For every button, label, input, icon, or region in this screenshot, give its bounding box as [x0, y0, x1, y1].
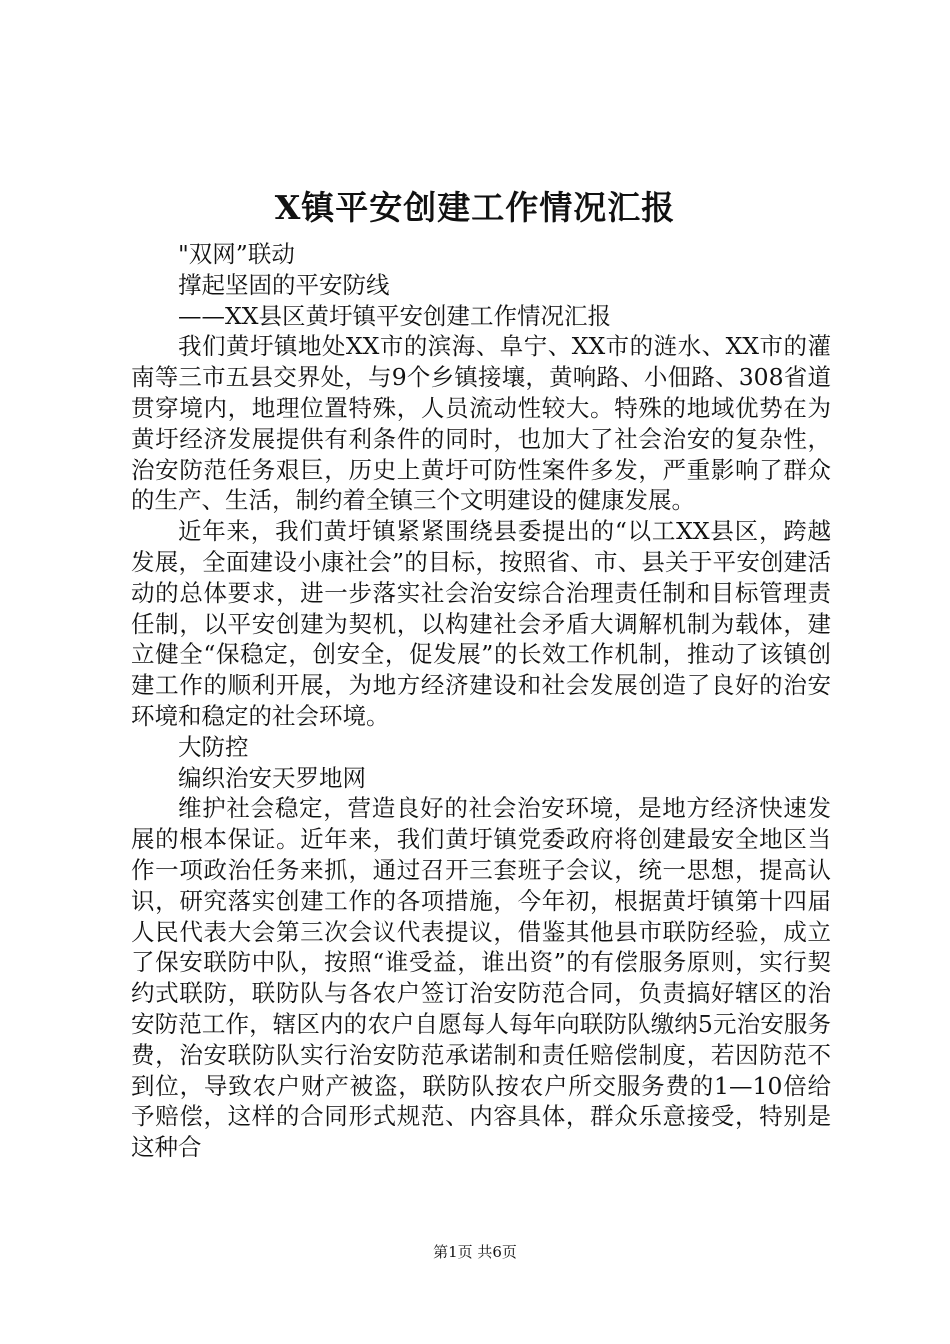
subheading-line: 撑起坚固的平安防线 — [178, 270, 390, 299]
body-paragraph: 近年来，我们黄圩镇紧紧围绕县委提出的“以工XX县区，跨越发展，全面建设小康社会”的目标，按照省、市、县关于平安创建活动的总体要求，进一步落实社会治安综合治理责任制和目标管理责任制，以平安创建为契机，以构建社会矛盾大调解机制为载体，建立健全“保稳定，创安全，促发展”的长效工作机制，推动了该镇创建工作的顺利开展，为地方经济建设和社会发展创造了良好的治安环境和稳定的社会环境。 — [131, 517, 831, 730]
page-number-footer: 第1页 共6页 — [433, 1243, 517, 1261]
subheading-line: ——XX县区黄圩镇平安创建工作情况汇报 — [178, 301, 611, 330]
document-body — [131, 239, 831, 1163]
subheading-line: 大防控 — [178, 732, 249, 761]
subheading-line: "双网”联动 — [178, 240, 295, 268]
body-paragraph: 维护社会稳定，营造良好的社会治安环境，是地方经济快速发展的根本保证。近年来，我们黄圩镇党委政府将创建最安全地区当作一项政治任务来抓，通过召开三套班子会议，统一思想，提高认识，研究落实创建工作的各项措施，今年初，根据黄圩镇第十四届人民代表大会第三次会议代表提议，借鉴其他县市联防经验，成立了保安联防中队，按照“谁受益，谁出资”的有偿服务原则，实行契约式联防，联防队与各农户签订治安防范合同，负责搞好辖区的治安防范工作，辖区内的农户自愿每人每年向联防队缴纳5元治安服务费，治安联防队实行治安防范承诺制和责任赔偿制度，若因防范不到位，导致农户财产被盗，联防队按农户所交服务费的1—10倍给予赔偿，这样的合同形式规范、内容具体，群众乐意接受，特别是这种合 — [131, 794, 831, 1162]
body-paragraph: 我们黄圩镇地处XX市的滨海、阜宁、XX市的涟水、XX市的灌南等三市五县交界处，与9个乡镇接壤，黄响路、小佃路、308省道贯穿境内，地理位置特殊，人员流动性较大。特殊的地域优势在为黄圩经济发展提供有利条件的同时，也加大了社会治安的复杂性，治安防范任务艰巨，历史上黄圩可防性案件多发，严重影响了群众的生产、生活，制约着全镇三个文明建设的健康发展。 — [131, 332, 831, 515]
subheading-line: 编织治安天罗地网 — [178, 763, 366, 792]
document-title: X镇平安创建工作情况汇报 — [274, 188, 676, 227]
